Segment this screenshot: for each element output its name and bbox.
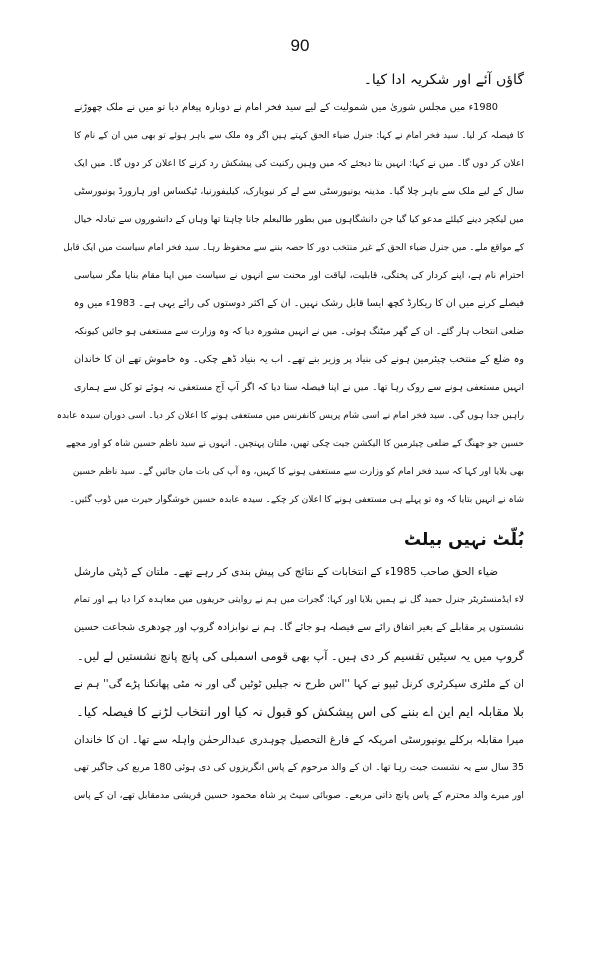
text-line: وہ ضلع کے منتخب چیئرمین ہونے کی بنیاد پر وزیر بنے تھے۔ اب یہ بنیاد ڈھے چکی۔ وہ خاموش تھے ان کا خاندان — [74, 354, 524, 365]
text-line: 1980ء میں مجلس شوریٰ میں شمولیت کے لیے سید فخر امام نے دوبارہ پیغام دیا تو میں نے ملک چھوڑنے — [74, 102, 498, 113]
text-line: لاء ایڈمنسٹریٹر جنرل حمید گل نے ہمیں بلایا اور کہا: گجرات میں ہم نے روایتی حریفوں میں معاہدہ کرا دیا ہے اور تمام — [74, 595, 524, 605]
text-line: کا فیصلہ کر لیا۔ سید فخر امام نے کہا: جنرل ضیاء الحق کہتے ہیں اگر وہ ملک سے باہر ہوئے تو بھی میں ان کے نام کا — [74, 131, 524, 141]
text-line: راہیں جدا ہوں گی۔ سید فخر امام نے اسی شام پریس کانفرنس میں مستعفی ہونے کا اعلان کر دیا۔ اسی دوران سیدہ عابدہ — [56, 411, 524, 421]
text-line: نشستوں پر مقابلے کے بغیر اتفاق رائے سے فیصلہ ہو جائے گا۔ ہم نے نوابزادہ گروپ اور چودھری شجاعت حسین — [74, 622, 524, 633]
text-line: 35 سال سے یہ نشست جیت رہا تھا۔ ان کے والد مرحوم کے پاس انگریزوں کی دی ہوئی 180 مربع کی جاگیر تھی — [74, 762, 524, 773]
paragraph — [56, 94, 524, 514]
text-line: ضلعی انتخاب ہار گئے۔ ان کے گھر میٹنگ ہوئی۔ میں نے انہیں مشورہ دیا کہ وہ وزارت سے مستعفی ہو جائیں کیونکہ — [74, 326, 524, 337]
paragraph — [74, 558, 524, 670]
text-line: شاہ نے انہیں بتایا کہ وہ تو پہلے ہی مستعفی ہونے کا اعلان کر چکے۔ سیدہ عابدہ حسین خوشگوار حیرت میں ڈوب گئیں۔ — [69, 495, 524, 505]
text-line: اور میرے والد محترم کے پاس پانچ ذاتی مربعے۔ صوبائی سیٹ پر شاہ محمود حسین قریشی مدمقابل تھے، ان کے پاس — [74, 790, 524, 801]
text-line: میں لیکچر دینے کیلئے مدعو کیا گیا جن دانشگاہوں میں بطور طالبعلم جانا چاہتا تھا وہاں کے دانشوروں سے تبادلہ خیال — [73, 214, 524, 225]
text-line: گاؤں آئے اور شکریہ ادا کیا۔ — [363, 72, 524, 88]
document-body — [56, 66, 524, 810]
paragraph — [74, 670, 524, 726]
text-line: ضیاء الحق صاحب 1985ء کے انتخابات کے نتائج کی پیش بندی کر رہے تھے۔ ملتان کے ڈپٹی مارشل — [74, 566, 498, 578]
text-line: میرا مقابلہ برکلے یونیورسٹی امریکہ کے فارغ التحصیل چوہدری عبدالرحمٰن واہلہ سے تھا۔ ان کا خاندان — [74, 734, 524, 746]
text-line: ان کے ملٹری سیکرٹری کرنل ٹیپو نے کہا ''اس طرح نہ جیلیں ٹوٹیں گی اور نہ مٹی پھانکنا پڑے گی'' ہم نے — [74, 678, 524, 690]
text-line: فیصلے کرنے میں ان کا ریکارڈ کچھ ایسا قابل رشک نہیں۔ ان کے اکثر دوستوں کی رائے یہی ہے۔ 1983ء میں وہ — [73, 298, 524, 309]
text-line: انہیں مستعفی ہونے سے روک رہا تھا۔ میں نے اپنا فیصلہ سنا دیا کہ اگر آپ آج مستعفی نہ ہوئے تو کل سے ہماری — [74, 382, 524, 393]
text-line: احترام نام ہے، اپنے کردار کی پختگی، قابلیت، لیاقت اور محنت سے انہوں نے سیاست میں اپنا مقام بنایا مگر سیاسی — [74, 270, 524, 281]
text-line: حسین جو جھنگ کے ضلعی چیئرمین کا الیکشن جیت چکی تھیں، ملتان پہنچیں۔ انہوں نے سید ناظم حسین شاہ کو اور مجھے — [65, 439, 524, 449]
paragraph — [74, 726, 524, 810]
text-line: کے مواقع ملے۔ میں جنرل ضیاء الحق کے غیر منتخب دور کا حصہ بننے سے محفوظ رہا۔ سید فخر امام سیاست میں ایک قابل — [63, 243, 524, 253]
page-number: 90 — [290, 36, 310, 55]
text-line: اعلان کر دوں گا۔ میں نے کہا: انہیں بتا دیجئے کہ میں وہیں رکنیت کی پیشکش رد کرنے کا اعلان کر دوں گا۔ میں ایک — [74, 158, 524, 169]
paragraph — [74, 66, 524, 94]
section-heading: بُلّٹ نہیں بیلٹ — [404, 530, 524, 550]
text-line: گروپ میں یہ سیٹیں تقسیم کر دی ہیں۔ آپ بھی قومی اسمبلی کی پانچ پانچ نشستیں لے لیں۔ — [77, 649, 524, 663]
text-line: بھی بلایا اور کہا کہ سید فخر امام کو وزارت سے مستعفی ہونے کا کہیں، وہ آپ کی بات مان جائیں گے۔ سید ناظم حسین — [72, 467, 524, 477]
text-line: بلا مقابلہ ایم این اے بننے کی اس پیشکش کو قبول نہ کیا اور انتخاب لڑنے کا فیصلہ کیا۔ — [76, 704, 524, 719]
text-line: سال کے لیے ملک سے باہر چلا گیا۔ مدینہ یونیورسٹی سے لے کر نیویارک، کیلیفورنیا، ٹیکساس اور ہارورڈ یونیورسٹی — [74, 186, 524, 197]
